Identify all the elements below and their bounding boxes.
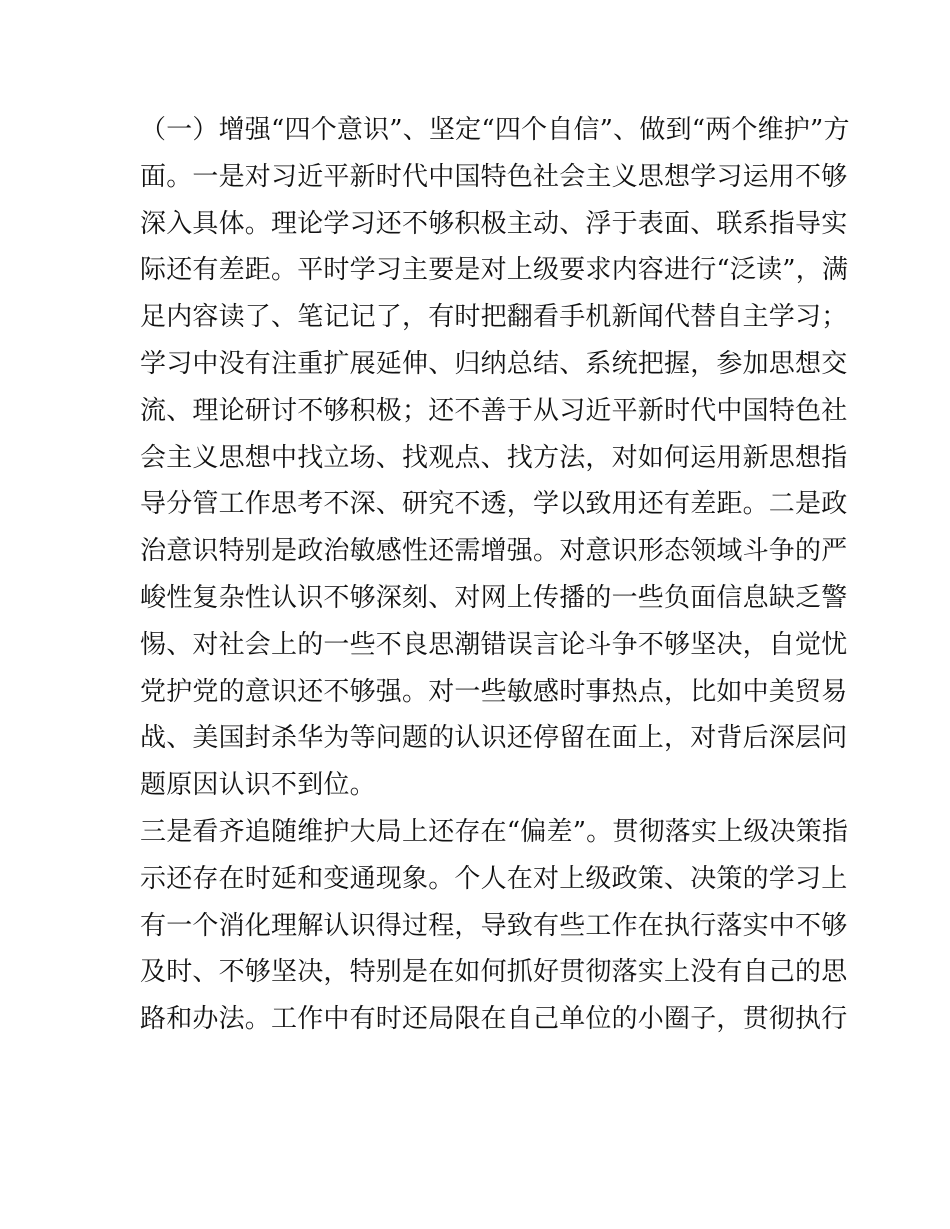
- text-line: 会主义思想中找立场、找观点、找方法，对如何运用新思想指: [140, 442, 848, 473]
- text-line: 际还有差距。平时学习主要是对上级要求内容进行“泛读”，满: [140, 255, 849, 286]
- text-line: 示还存在时延和变通现象。个人在对上级政策、决策的学习上: [140, 863, 848, 894]
- text-line: 流、理论研讨不够积极；还不善于从习近平新时代中国特色社: [140, 395, 848, 426]
- text-line: 战、美国封杀华为等问题的认识还停留在面上，对背后深层问: [140, 723, 848, 754]
- text-line: 足内容读了、笔记记了，有时把翻看手机新闻代替自主学习；: [140, 302, 848, 333]
- text-line: 题原因认识不到位。: [140, 770, 376, 801]
- text-line: 峻性复杂性认识不够深刻、对网上传播的一些负面信息缺乏警: [140, 582, 848, 613]
- text-line: 惕、对社会上的一些不良思潮错误言论斗争不够坚决，自觉忧: [140, 629, 848, 660]
- text-line: 党护党的意识还不够强。对一些敏感时事热点，比如中美贸易: [140, 676, 848, 707]
- text-line: 导分管工作思考不深、研究不透，学以致用还有差距。二是政: [140, 489, 848, 520]
- text-line: 路和办法。工作中有时还局限在自己单位的小圈子，贯彻执行: [140, 1004, 848, 1035]
- text-line: 学习中没有注重扩展延伸、归纳总结、系统把握，参加思想交: [140, 348, 848, 379]
- document-body: [140, 107, 850, 1043]
- text-line: 三是看齐追随维护大局上还存在“偏差”。贯彻落实上级决策指: [140, 816, 849, 847]
- paragraph-2: [140, 809, 849, 1043]
- text-line: 有一个消化理解认识得过程，导致有些工作在执行落实中不够: [140, 910, 848, 941]
- text-line: （一）增强“四个意识”、坚定“四个自信”、做到“两个维护”方: [140, 115, 850, 145]
- text-line: 深入具体。理论学习还不够积极主动、浮于表面、联系指导实: [140, 208, 848, 239]
- paragraph-1: [140, 107, 850, 809]
- text-line: 及时、不够坚决，特别是在如何抓好贯彻落实上没有自己的思: [140, 957, 848, 988]
- text-line: 面。一是对习近平新时代中国特色社会主义思想学习运用不够: [140, 161, 848, 192]
- text-line: 治意识特别是政治敏感性还需增强。对意识形态领域斗争的严: [140, 536, 848, 567]
